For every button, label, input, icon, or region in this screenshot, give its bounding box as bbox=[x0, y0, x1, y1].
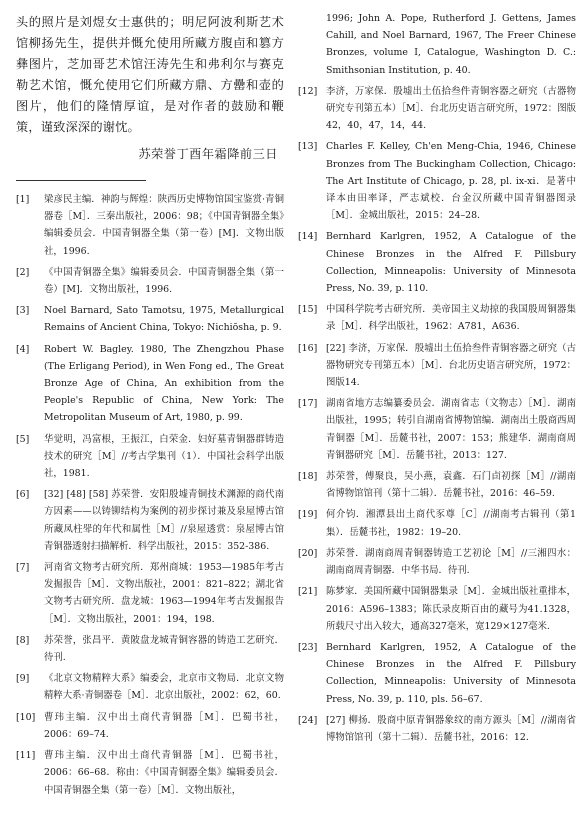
left-column bbox=[16, 0, 284, 803]
reference-item: [9] 《北京文物精粹大系》编委会，北京市文物局．北京文物精粹大系·青铜器卷［M］．北京出版社，2002：62，60. bbox=[16, 673, 284, 702]
right-column bbox=[298, 0, 576, 750]
reference-item: [8] 苏荣誉，张昌平．黄陂盘龙城青铜容器的铸造工艺研究．待刊. bbox=[16, 634, 284, 664]
reference-item: [12] 李济，万家保．殷墟出土伍拾叁件青铜容器之研究（古器物研究专刊第五本）［M］．台北历史语言研究所，1972：图版42，40，47，14，44. bbox=[298, 85, 576, 132]
reference-item: [2] 《中国青铜器全集》编辑委员会．中国青铜器全集（第一卷）[M]．文物出版社，1996. bbox=[16, 266, 284, 296]
reference-item: [6] [32] [48] [58] 苏荣誉．安阳殷墟青铜技术渊源的商代南方因素——以铸铆结构为案例的初步探讨兼及泉屋博古馆所藏凤柱斝的年代和属性［M］//泉屋透赏：泉屋博古馆青铜器透射扫描解析．科学出版社，2015：352-386. bbox=[16, 489, 284, 552]
reference-item: [16] [22] 李济，万家保．殷墟出土伍拾叁件青铜容器之研究（古器物研究专刊第五本）［M］．台北历史语言研究所，1972：图版14. bbox=[298, 342, 576, 389]
reference-item: [24] [27] 柳扬．殷商中原青铜器象纹的南方源头［M］//湖南省博物馆馆刊（第十二辑）．岳麓书社，2016：12. bbox=[298, 714, 576, 743]
reference-item: [14] Bernhard Karlgren, 1952, A Catalogue of the Chinese Bronzes in the Alfred F. Pillsbury Collection, Minneapolis: University of Minnesota Press, No. 39, p. 110. bbox=[298, 231, 576, 295]
right-reference-list bbox=[298, 83, 576, 746]
reference-item: [13] Charles F. Kelley, Ch'en Meng-Chia, 1946, Chinese Bronzes from The Buckingham Collection, Chicago: The Art Institute of Chicago, p. 28, pl. ix-xi．是著中译本由田率译，严志斌校．台金汉所藏中国青铜器图录［M］．金城出版社，2015：24–28. bbox=[298, 141, 576, 222]
reference-continuation: 1996; John A. Pope, Rutherford J. Gettens, James Cahill, and Noel Barnard, 1967, The Freer Chinese Bronzes, volume I, Catalogue, Washington D. C.: Smithsonian Institution, p. 40. bbox=[326, 13, 576, 76]
reference-item: [17] 湖南省地方志编纂委员会．湖南省志（文物志）［M］．湖南出版社，1995；转引自湖南省博物馆编．湖南出土殷商西周青铜器［M］．岳麓书社，2007：153；熊建华．湖南商周青铜器研究［M］．岳麓书社，2013：127. bbox=[298, 398, 576, 461]
reference-item: [7] 河南省文物考古研究所．郑州商城：1953—1985年考古发掘报告［M］．文物出版社，2001：821–822；湖北省文物考古研究所．盘龙城：1963—1994年考古发掘报告［M］．文物出版社，2001：194，198. bbox=[16, 562, 284, 625]
reference-item: [23] Bernhard Karlgren, 1952, A Catalogue of the Chinese Bronzes in the Alfred F. Pillsbury Collection, Minneapolis: University of Minnesota Press, No. 39, p. 110, pls. 56–67. bbox=[298, 641, 576, 705]
acknowledgement-paragraph: 头的照片是刘煜女士惠供的；明尼阿波利斯艺术馆柳扬先生，提供并慨允使用所藏方腹卣和篡方彝图片，芝加哥艺术馆汪涛先生和弗利尔与赛克勒艺术馆，慨允使用它们所藏方鼎、方罍和壶的图片，他们的隆情厚谊，是对作者的鼓励和鞭策，谨致深深的谢忱。 bbox=[16, 15, 284, 134]
reference-item: [10] 曹玮主编．汉中出土商代青铜器［M］．巴蜀书社，2006：69–74. bbox=[16, 711, 284, 740]
reference-item: [19] 何介钧．湘潭县出土商代豕尊［C］//湖南考古辑刊（第1集）．岳麓书社，1982：19–20. bbox=[298, 509, 576, 538]
reference-item: [3] Noel Barnard, Sato Tamotsu, 1975, Metallurgical Remains of Ancient China, Tokyo: Nichiōsha, p. 9. bbox=[16, 305, 284, 334]
reference-item: [21] 陈梦家．美国所藏中国铜器集录［M］．金城出版社重排本，2016：A596–1383；陈氏录皮斯百由的藏号为41.1328，所载尺寸出入较大，通高327毫米，宽129×127毫米. bbox=[298, 586, 576, 632]
reference-item: [4] Robert W. Bagley. 1980, The Zhengzhou Phase (The Erligang Period), in Wen Fong ed., The Great Bronze Age of China, An exhibition from the People's Republic of China, New York: The Metropolitan Museum of Art, 1980, p. 99. bbox=[16, 343, 284, 424]
reference-item: [15] 中国科学院考古研究所．美帝国主义劫掠的我国殷周铜器集录［M］．科学出版社，1962：A781，A636. bbox=[298, 304, 576, 333]
footnote-rule bbox=[16, 180, 146, 181]
reference-item: [20] 苏荣誉．湖南商周青铜器铸造工艺初论［M］//三湘四水：湖南商周青铜器．中华书局．待刊. bbox=[298, 547, 576, 577]
reference-item: [5] 华觉明，冯富根，王振江，白荣金．妇好墓青铜器群铸造技术的研究［M］//考古学集刊（1）．中国社会科学出版社，1981. bbox=[16, 433, 284, 480]
reference-item: [11] 曹玮主编．汉中出土商代青铜器［M］．巴蜀书社，2006：66–68．称由：《中国青铜器全集》编辑委员会．中国青铜器全集（第一卷）［M］．文物出版社， bbox=[16, 750, 284, 796]
reference-item: [1] 梁彦民主编．神韵与辉煌：陕西历史博物馆国宝鉴赏·青铜器卷［M］．三秦出版社，2006：98；《中国青铜器全集》编辑委员会．中国青铜器全集（第一卷）[M]．文物出版社，1996. bbox=[16, 194, 284, 257]
left-reference-list bbox=[16, 191, 284, 799]
signoff: 苏荣誉丁酉年霜降前三日 bbox=[138, 147, 278, 161]
reference-item: [18] 苏荣誉，傅聚良，吴小燕，袁鑫．石门卣初探［M］//湖南省博物馆馆刊（第十二辑）．岳麓书社，2016：46–59. bbox=[298, 471, 576, 500]
